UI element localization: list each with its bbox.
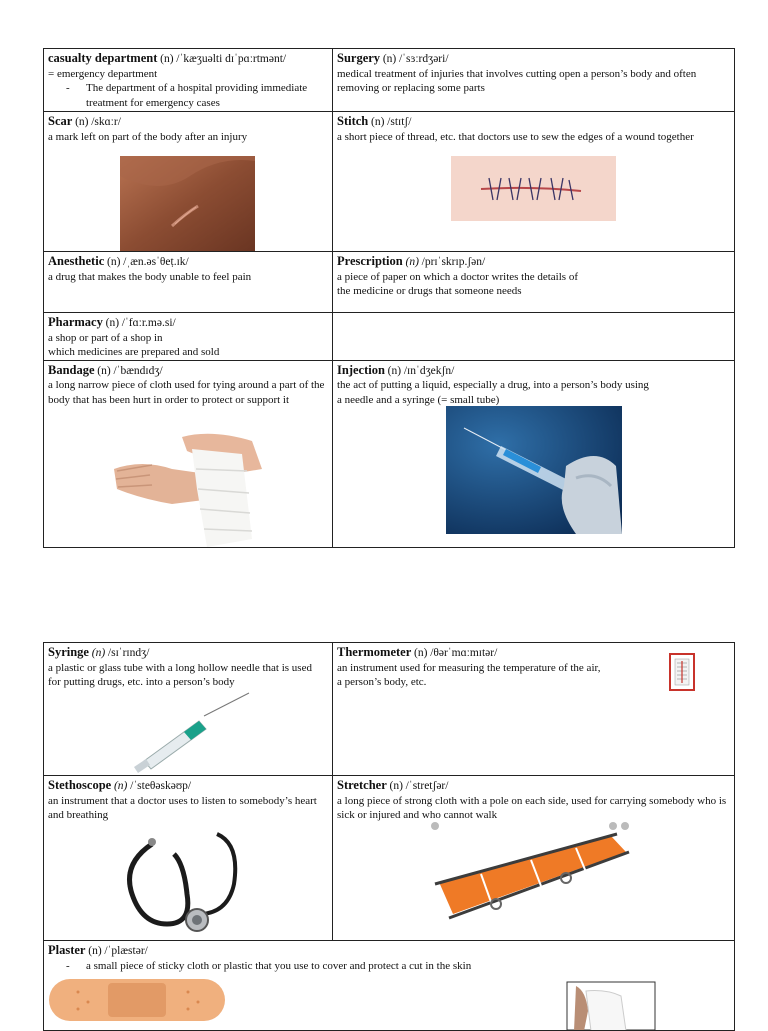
term: Pharmacy [48, 315, 103, 329]
definition: = emergency department [48, 67, 158, 80]
definition: medical treatment of injuries that involves cutting open a person’s body and often removing or replacing some parts [337, 67, 697, 94]
definition-list [48, 81, 327, 110]
pronunciation: /ˈfɑːr.mə.si/ [121, 317, 176, 329]
term: Stretcher [337, 778, 387, 792]
pronunciation: /ˈstretʃər/ [405, 780, 449, 792]
definition-line-2: a needle and a syringe (= small tube) [337, 393, 500, 406]
pronunciation: /ˈsteθəskəʊp/ [130, 780, 192, 792]
cell-casualty-department [44, 49, 333, 112]
term: Bandage [48, 362, 95, 377]
stethoscope-image [122, 824, 247, 936]
definition: a short piece of thread, etc. that doctors use to sew the edges of a wound together [337, 130, 694, 143]
pronunciation: /sɪˈrɪndʒ/ [107, 647, 150, 659]
definition-line-2: the medicine or drugs that someone needs [337, 285, 522, 297]
cell-scar [44, 112, 333, 252]
thermometer-image [669, 653, 695, 691]
part-of-speech: (n) [107, 256, 121, 268]
cell-bandage [44, 360, 333, 547]
part-of-speech: (n) [389, 780, 403, 792]
stitch-image [451, 156, 616, 221]
pronunciation: /ˈplæstər/ [104, 945, 148, 957]
pronunciation: /skɑːr/ [91, 116, 121, 128]
plaster-image [48, 977, 226, 1023]
part-of-speech: (n) [382, 53, 397, 65]
cell-prescription [333, 252, 735, 313]
term: Syringe [48, 645, 89, 659]
stretcher-image [431, 822, 631, 940]
scar-image [120, 156, 255, 251]
pronunciation: /ˈbændɪdʒ/ [113, 364, 163, 377]
cell-injection [333, 360, 735, 547]
definition-line-1: the act of putting a liquid, especially a drug, into a person’s body using [337, 379, 649, 391]
pronunciation: /ɪnˈdʒekʃn/ [403, 364, 455, 377]
definition: a plastic or glass tube with a long hollow needle that is used for putting drugs, etc. into a person’s body [48, 661, 312, 688]
part-of-speech: (n) [387, 364, 402, 377]
cell-plaster [44, 941, 735, 1031]
syringe-image [124, 691, 254, 773]
vocab-table-2 [43, 642, 735, 1031]
definition-bullet: - a small piece of sticky cloth or plastic that you use to cover and protect a cut in the skin [86, 959, 729, 974]
cell-surgery [333, 49, 735, 112]
part-of-speech: (n) [91, 647, 106, 659]
plaster-foot-image [566, 981, 656, 1031]
definition-bullet: - The department of a hospital providing immediate treatment for emergency cases [86, 81, 327, 110]
term: Scar [48, 114, 73, 128]
definition-list [48, 959, 729, 974]
term: Stethoscope [48, 778, 112, 792]
part-of-speech: (n) [160, 53, 174, 65]
term: Anesthetic [48, 254, 105, 268]
part-of-speech: (n) [75, 116, 89, 128]
pronunciation: /ˈkæʒuəlti dɪˈpɑːrtmənt/ [176, 53, 287, 65]
pronunciation: /prɪˈskrɪp.ʃən/ [421, 256, 486, 268]
term: Plaster [48, 943, 86, 957]
cell-stitch [333, 112, 735, 252]
part-of-speech: (n) [88, 945, 102, 957]
cell-pharmacy [44, 313, 333, 361]
cell-stretcher [333, 776, 735, 941]
definition: a long narrow piece of cloth used for tying around a part of the body that has been hurt in order to protect or support it [48, 379, 325, 406]
cell-stethoscope [44, 776, 333, 941]
cell-empty [333, 313, 735, 361]
cell-syringe [44, 643, 333, 776]
term: Injection [337, 362, 385, 377]
bandage-image [112, 429, 267, 547]
definition: an instrument that a doctor uses to listen to somebody’s heart and breathing [48, 794, 317, 821]
part-of-speech: (n) [113, 780, 128, 792]
term: casualty department [48, 51, 158, 65]
pronunciation: /θərˈmɑːmɪtər/ [430, 647, 498, 659]
cell-thermometer [333, 643, 735, 776]
part-of-speech: (n) [405, 256, 419, 268]
vocab-table-1 [43, 48, 735, 548]
definition-line-2: a person’s body, etc. [337, 676, 427, 688]
definition-line-1: a piece of paper on which a doctor writes the details of [337, 270, 578, 283]
term: Surgery [337, 51, 381, 65]
injection-image [446, 406, 622, 534]
definition: a long piece of strong cloth with a pole on each side, used for carrying somebody who is sick or injured and who cannot walk [337, 794, 727, 821]
part-of-speech: (n) [97, 364, 111, 377]
pronunciation: /ˌæn.əsˈθeṭ.ɪk/ [123, 256, 189, 268]
cell-anesthetic [44, 252, 333, 313]
definition-line-1: a shop or part of a shop in [48, 331, 163, 344]
definition: a drug that makes the body unable to feel pain [48, 270, 252, 283]
pronunciation: /stɪtʃ/ [387, 116, 412, 128]
term: Prescription [337, 254, 403, 268]
definition-line-1: an instrument used for measuring the temperature of the air, [337, 661, 601, 674]
pronunciation: /ˈsɜːrdʒəri/ [398, 53, 449, 65]
term: Stitch [337, 114, 369, 128]
part-of-speech: (n) [371, 116, 385, 128]
term: Thermometer [337, 645, 412, 659]
definition-line-2: which medicines are prepared and sold [48, 346, 220, 358]
part-of-speech: (n) [414, 647, 428, 659]
part-of-speech: (n) [105, 317, 120, 329]
definition: a mark left on part of the body after an injury [48, 130, 248, 143]
